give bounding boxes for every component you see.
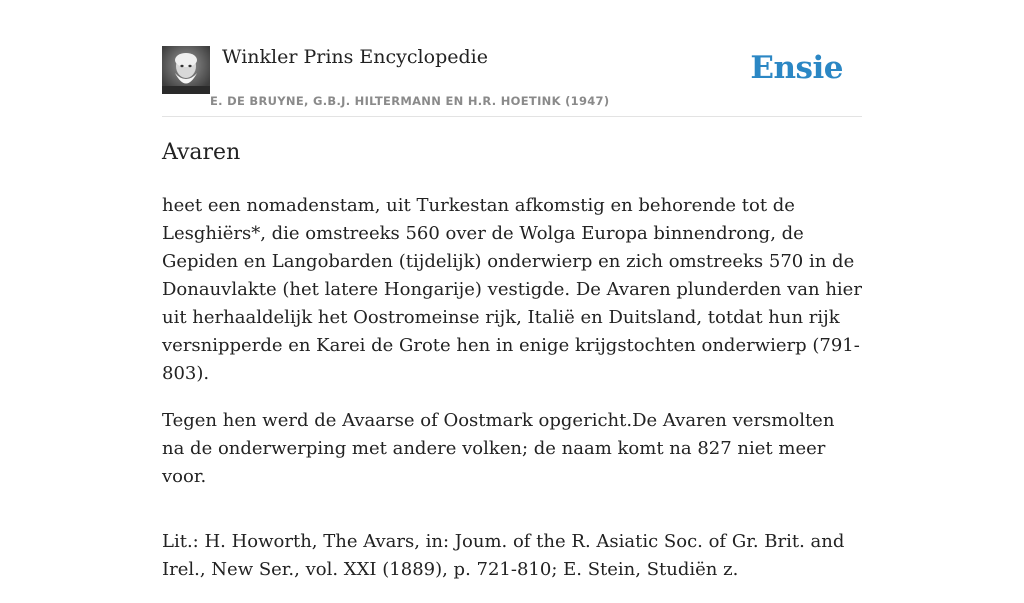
ensie-logo[interactable]: Ensie — [750, 50, 843, 86]
article-paragraph: heet een nomadenstam, uit Turkestan afkomstig en behorende tot de Lesghiërs*, die omstreeks 560 over de Wolga Europa binnendrong, de Gepiden en Langobarden (tijdelijk) onderwierp en zich omstreeks 570 in de Donauvlakte (het latere Hongarije) vestigde. De Avaren plunderden van hier uit herhaaldelijk het Oostromeinse rijk, Italië en Duitsland, totdat hun rijk versnipperde en Karei de Grote hen in enige krijgstochten onderwierp (791-803). — [162, 195, 862, 384]
book-authors: E. DE BRUYNE, G.B.J. HILTERMANN EN H.R. HOETINK (1947) — [210, 94, 610, 108]
portrait-image — [162, 46, 210, 94]
article-body — [162, 192, 862, 603]
article-title: Avaren — [162, 140, 241, 165]
article-paragraph: Tegen hen werd de Avaarse of Oostmark opgericht.De Avaren versmolten na de onderwerping met andere volken; de naam komt na 827 niet meer voor. — [162, 410, 835, 487]
author-portrait[interactable] — [162, 46, 210, 94]
book-title[interactable]: Winkler Prins Encyclopedie — [222, 46, 488, 68]
book-header — [162, 46, 862, 117]
literature-reference: Lit.: H. Howorth, The Avars, in: Joum. of the R. Asiatic Soc. of Gr. Brit. and Irel., New Ser., vol. XXI (1889), p. 721-810; E. Stein, Studiën z. — [162, 531, 845, 580]
